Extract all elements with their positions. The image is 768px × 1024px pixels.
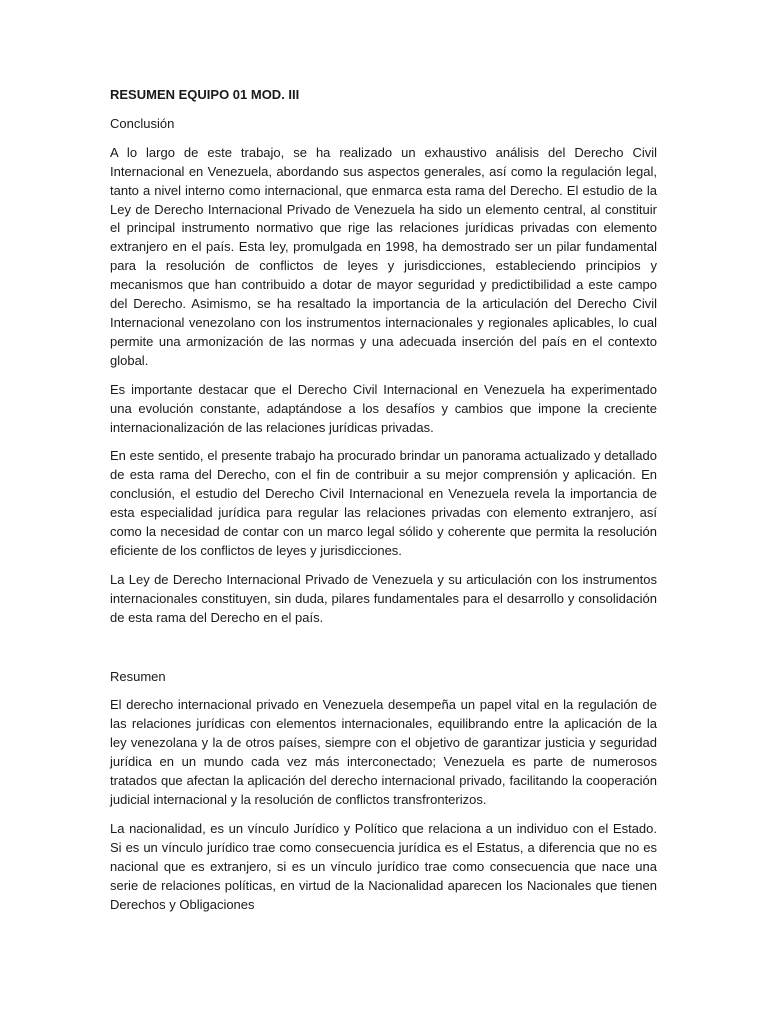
paragraph: La Ley de Derecho Internacional Privado de Venezuela y su articulación con los instrumentos internacionales constituyen, sin duda, pilares fundamentales para el desarrollo y consolidación de esta rama del Derecho en el país. <box>110 571 657 625</box>
paragraph: En este sentido, el presente trabajo ha procurado brindar un panorama actualizado y detallado de esta rama del Derecho, con el fin de contribuir a su mejor comprensión y aplicación. En conclusión, el estudio del Derecho Civil Internacional en Venezuela revela la importancia de esta especialidad jurídica para regular las relaciones privadas con elemento extranjero, así como la necesidad de contar con un marco legal sólido y coherente que permita la resolución eficiente de los conflictos de leyes y jurisdicciones. <box>110 448 657 558</box>
paragraph: Es importante destacar que el Derecho Civil Internacional en Venezuela ha experimentado una evolución constante, adaptándose a los desafíos y cambios que impone la creciente internacionalización de las relaciones jurídicas privadas. <box>110 381 657 435</box>
document-title: RESUMEN EQUIPO 01 MOD. III <box>110 87 300 102</box>
section-heading-resumen: Resumen <box>110 668 166 684</box>
section-heading-conclusion: Conclusión <box>110 115 175 131</box>
paragraph: El derecho internacional privado en Venezuela desempeña un papel vital en la regulación de las relaciones jurídicas con elementos internacionales, equilibrando entre la aplicación de la ley venezolana y la de otros países, siempre con el objetivo de garantizar justicia y seguridad jurídica en un mundo cada vez más interconectado; Venezuela es parte de numerosos tratados que afectan la aplicación del derecho internacional privado, facilitando la cooperación judicial internacional y la resolución de conflictos transfronterizos. <box>110 697 657 807</box>
paragraph: La nacionalidad, es un vínculo Jurídico y Político que relaciona a un individuo con el Estado. Si es un vínculo jurídico trae como consecuencia jurídica es el Estatus, a diferencia que no es nacional que es extranjero, si es un vínculo jurídico trae como consecuencia que nace una serie de relaciones políticas, en virtud de la Nacionalidad aparecen los Nacionales que tienen Derechos y Obligaciones <box>110 820 657 912</box>
paragraph: A lo largo de este trabajo, se ha realizado un exhaustivo análisis del Derecho Civil Internacional en Venezuela, abordando sus aspectos generales, así como la regulación legal, tanto a nivel interno como internacional, que enmarca esta rama del Derecho. El estudio de la Ley de Derecho Internacional Privado de Venezuela ha sido un elemento central, al constituir el principal instrumento normativo que rige las relaciones jurídicas privadas con elemento extranjero en el país. Esta ley, promulgada en 1998, ha demostrado ser un pilar fundamental para la resolución de conflictos de leyes y jurisdicciones, estableciendo principios y mecanismos que han contribuido a dotar de mayor seguridad y predictibilidad a este campo del Derecho. Asimismo, se ha resaltado la importancia de la articulación del Derecho Civil Internacional venezolano con los instrumentos internacionales y regionales aplicables, lo cual permite una armonización de las normas y una adecuada inserción del país en el contexto global. <box>110 144 657 368</box>
document-page <box>110 86 657 924</box>
section-spacer <box>110 638 657 668</box>
